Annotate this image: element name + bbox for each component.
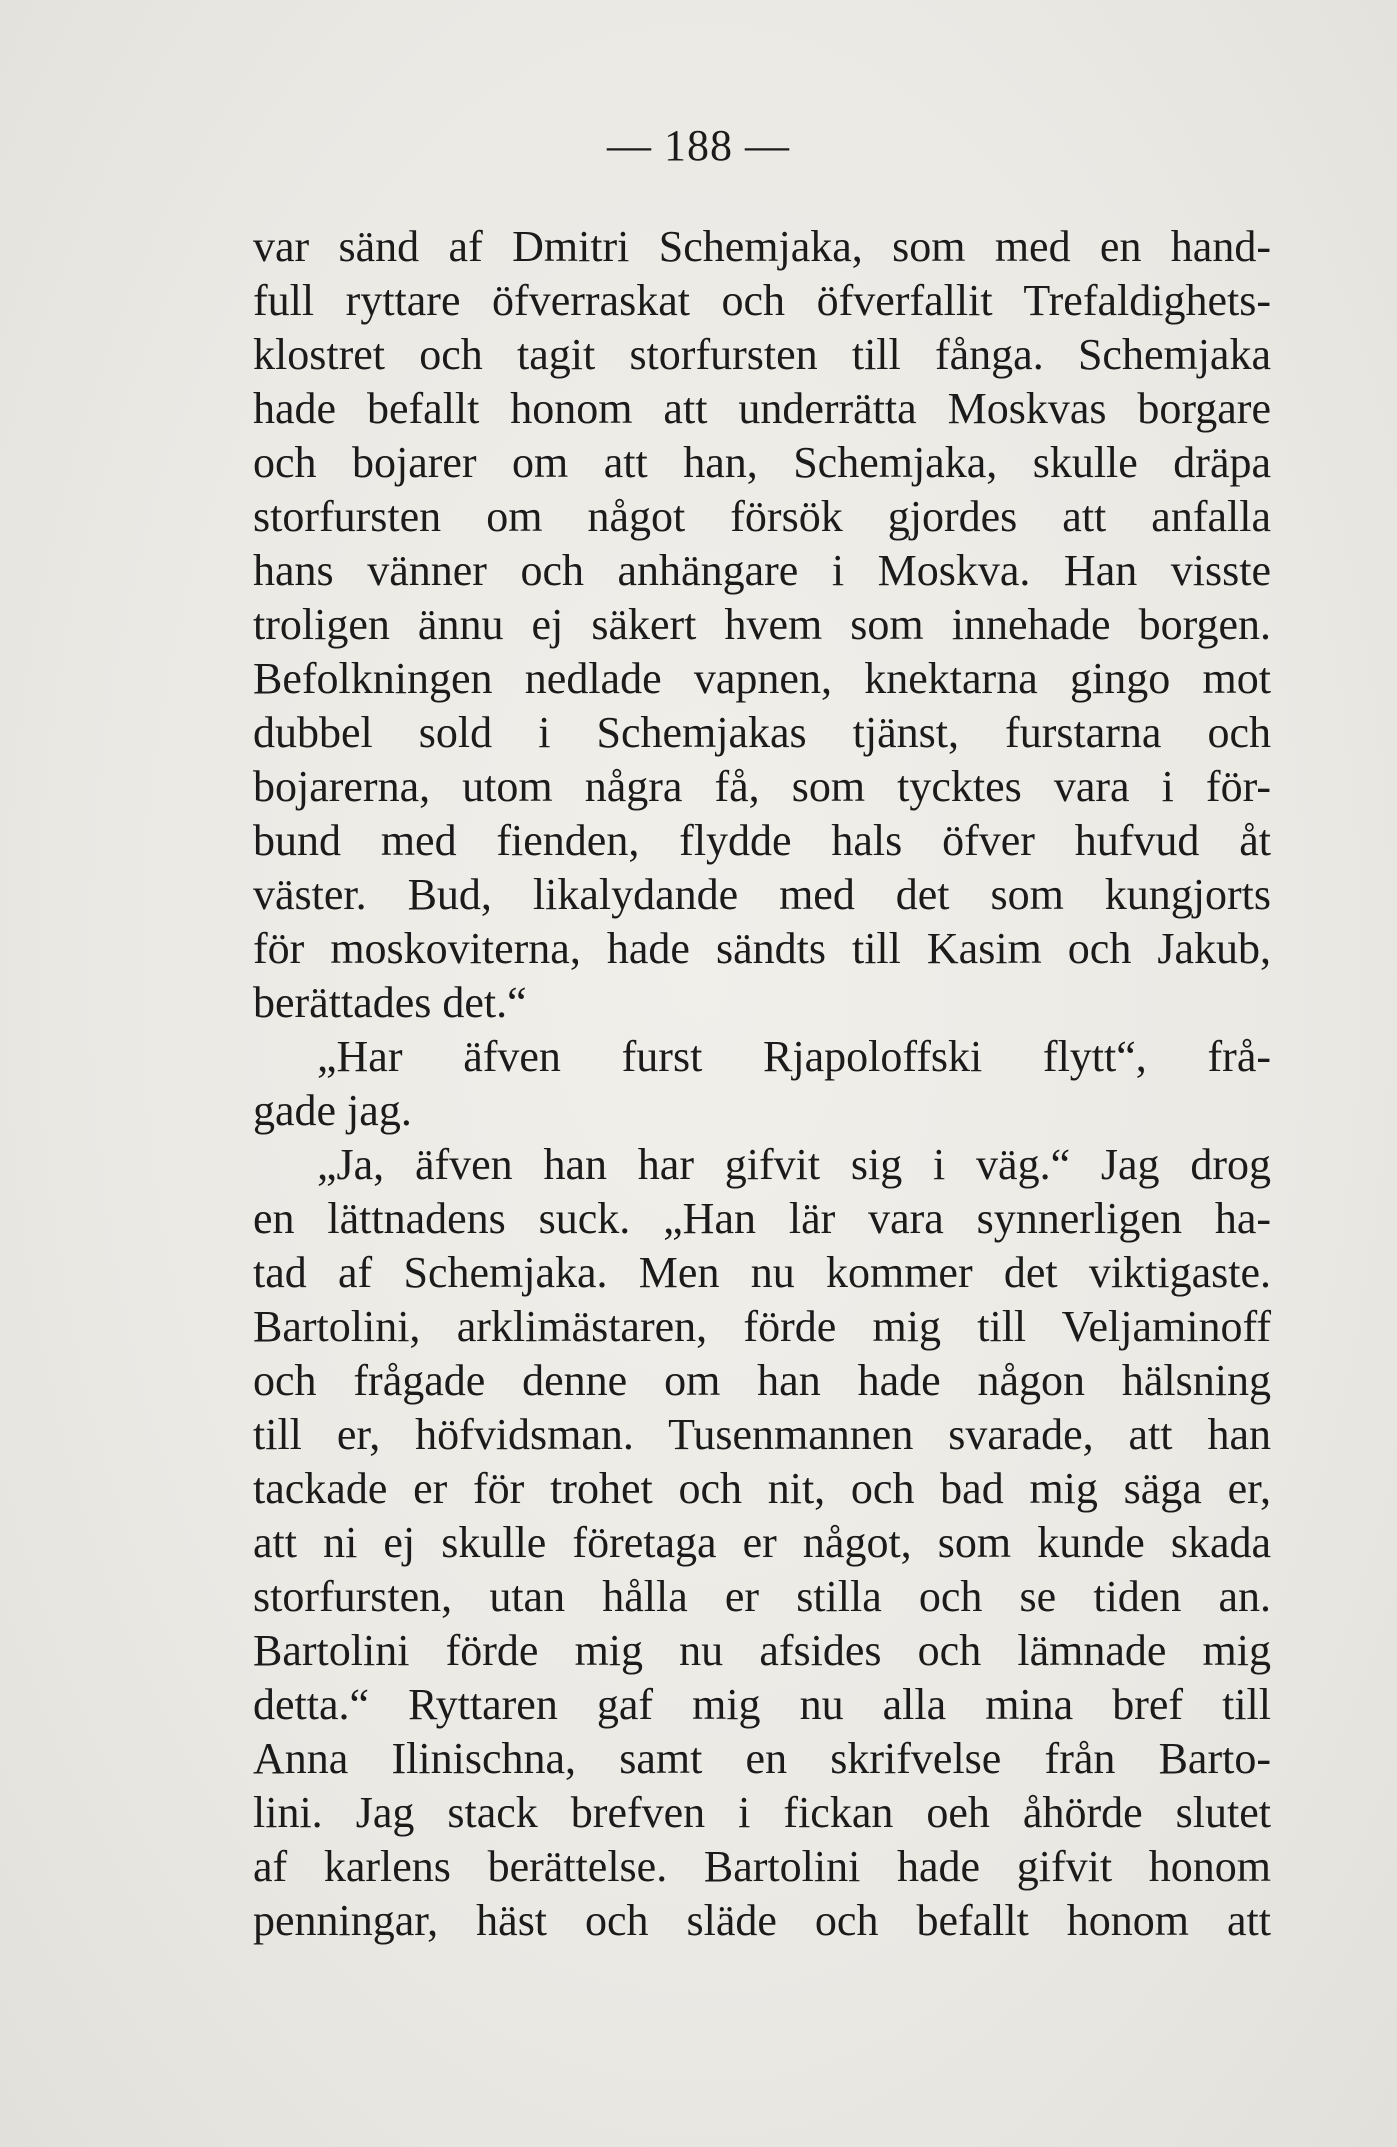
text-line: Bartolini förde mig nu afsides och lämnade mig: [253, 1626, 1271, 1675]
text-line: en lättnadens suck. „Han lär vara synnerligen ha-: [253, 1194, 1271, 1243]
text-line: för moskoviterna, hade sändts till Kasim och Jakub,: [253, 924, 1271, 973]
text-line: Bartolini, arklimästaren, förde mig till Veljaminoff: [253, 1302, 1271, 1351]
text-line: „Ja, äfven han har gifvit sig i väg.“ Jag drog: [317, 1140, 1271, 1189]
text-line: hans vänner och anhängare i Moskva. Han visste: [253, 546, 1271, 595]
text-line: hade befallt honom att underrätta Moskvas borgare: [253, 384, 1271, 433]
page-number: — 188 —: [607, 121, 790, 170]
text-line: troligen ännu ej säkert hvem som innehade borgen.: [253, 600, 1271, 649]
text-line: att ni ej skulle företaga er något, som kunde skada: [253, 1518, 1271, 1567]
text-line: och bojarer om att han, Schemjaka, skulle dräpa: [253, 438, 1271, 487]
text-line: storfursten, utan hålla er stilla och se tiden an.: [253, 1572, 1271, 1621]
text-line: väster. Bud, likalydande med det som kungjorts: [253, 870, 1271, 919]
text-line: tackade er för trohet och nit, och bad mig säga er,: [253, 1464, 1271, 1513]
text-line: till er, höfvidsman. Tusenmannen svarade, att han: [253, 1410, 1271, 1459]
text-line: bojarerna, utom några få, som tycktes vara i för-: [253, 762, 1271, 811]
text-line: lini. Jag stack brefven i fickan oeh åhörde slutet: [253, 1788, 1271, 1837]
text-line: och frågade denne om han hade någon hälsning: [253, 1356, 1271, 1405]
text-line: storfursten om något försök gjordes att anfalla: [253, 492, 1271, 541]
text-line: var sänd af Dmitri Schemjaka, som med en hand-: [253, 222, 1271, 271]
text-line: Befolkningen nedlade vapnen, knektarna gingo mot: [253, 654, 1271, 703]
text-line: berättades det.“: [253, 978, 527, 1027]
text-line: penningar, häst och släde och befallt honom att: [253, 1896, 1271, 1945]
text-line: gade jag.: [253, 1086, 412, 1135]
text-line: „Har äfven furst Rjapoloffski flytt“, frå-: [317, 1032, 1271, 1081]
text-line: Anna Ilinischna, samt en skrifvelse från Barto-: [253, 1734, 1271, 1783]
text-line: detta.“ Ryttaren gaf mig nu alla mina bref till: [253, 1680, 1271, 1729]
text-line: tad af Schemjaka. Men nu kommer det viktigaste.: [253, 1248, 1271, 1297]
text-line: full ryttare öfverraskat och öfverfallit Trefaldighets-: [253, 276, 1271, 325]
text-line: klostret och tagit storfursten till fånga. Schemjaka: [253, 330, 1271, 379]
text-line: af karlens berättelse. Bartolini hade gifvit honom: [253, 1842, 1271, 1891]
text-line: dubbel sold i Schemjakas tjänst, furstarna och: [253, 708, 1271, 757]
text-line: bund med fienden, flydde hals öfver hufvud åt: [253, 816, 1271, 865]
body-text: [253, 220, 1271, 1948]
